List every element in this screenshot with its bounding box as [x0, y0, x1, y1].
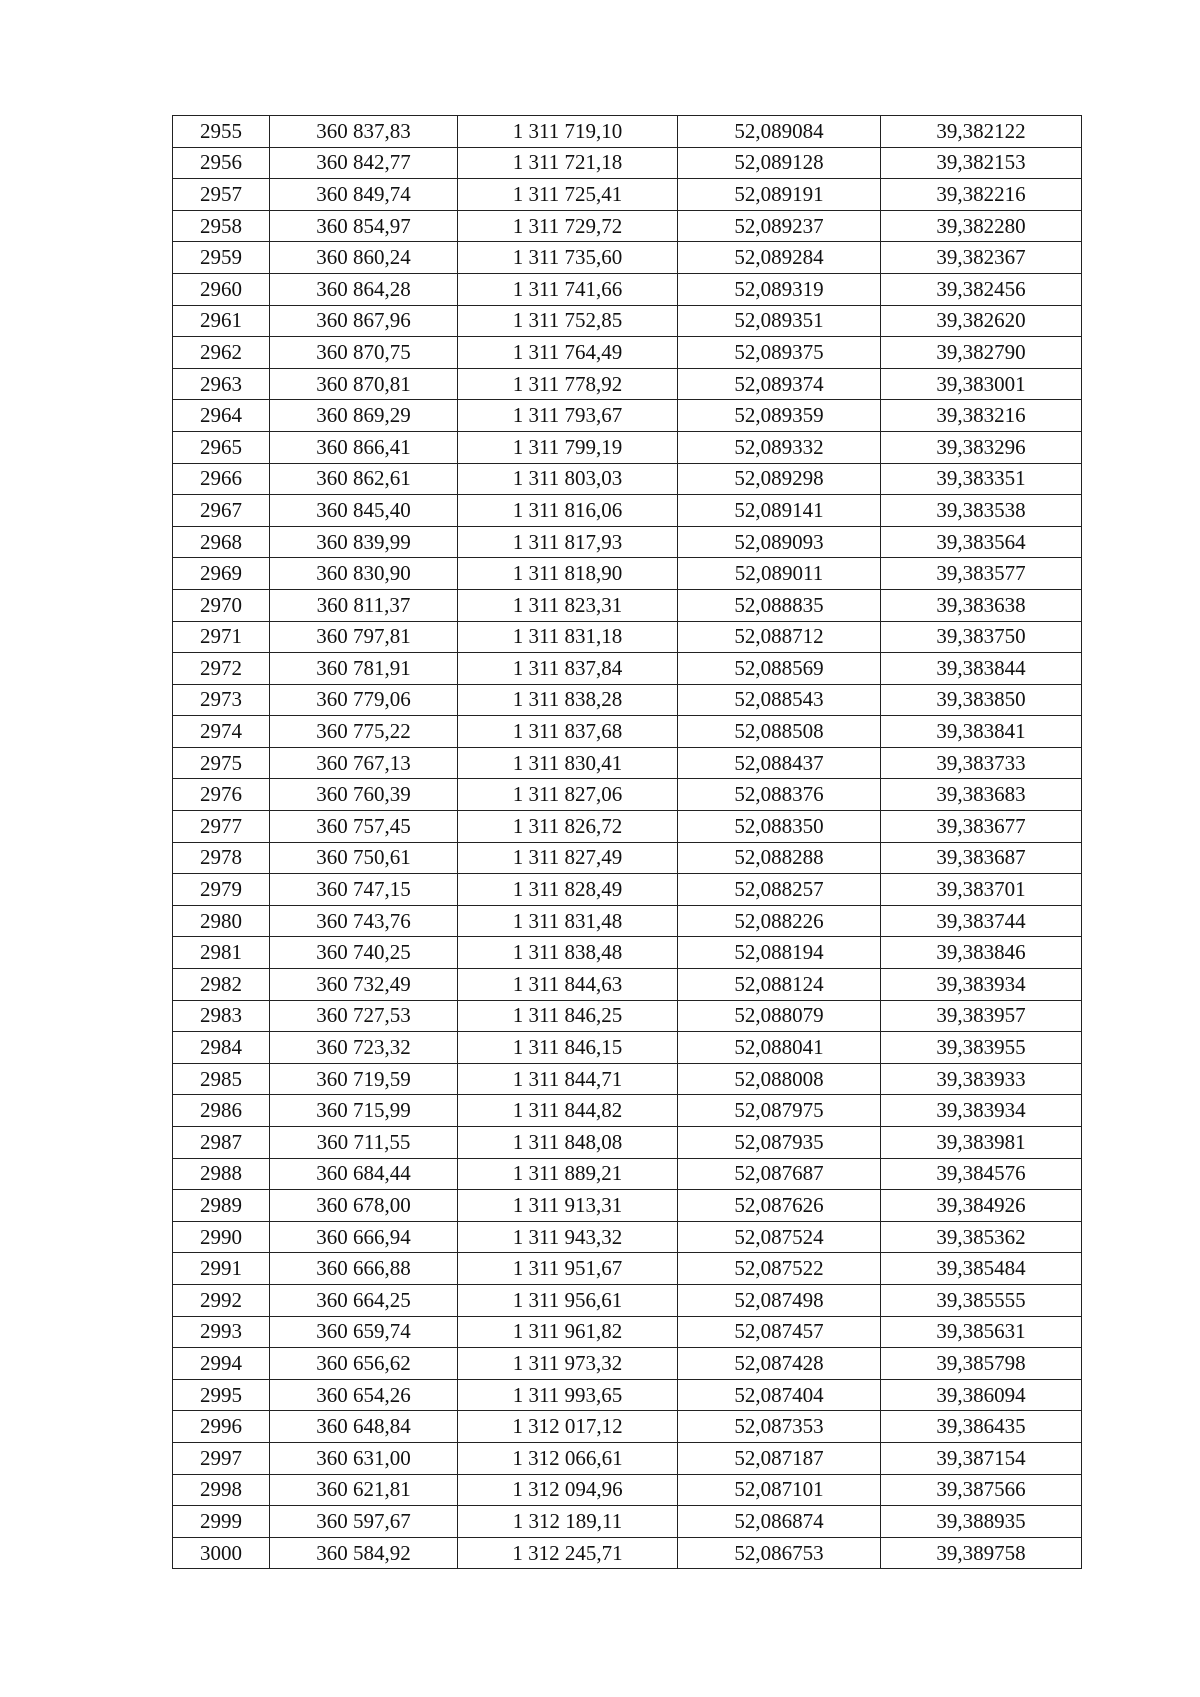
longitude-cell: 39,383934	[881, 969, 1082, 1001]
table-row	[173, 1442, 1082, 1474]
x-coordinate-cell: 360 621,81	[270, 1474, 458, 1506]
table-row	[173, 621, 1082, 653]
x-coordinate-cell: 360 864,28	[270, 273, 458, 305]
longitude-cell: 39,383750	[881, 621, 1082, 653]
y-coordinate-cell: 1 311 828,49	[458, 874, 678, 906]
y-coordinate-cell: 1 312 066,61	[458, 1442, 678, 1474]
x-coordinate-cell: 360 869,29	[270, 400, 458, 432]
longitude-cell: 39,383677	[881, 811, 1082, 843]
latitude-cell: 52,088350	[678, 811, 881, 843]
y-coordinate-cell: 1 311 827,49	[458, 842, 678, 874]
y-coordinate-cell: 1 311 778,92	[458, 368, 678, 400]
point-number-cell: 2969	[173, 558, 270, 590]
y-coordinate-cell: 1 311 816,06	[458, 495, 678, 527]
longitude-cell: 39,382456	[881, 273, 1082, 305]
table-row	[173, 242, 1082, 274]
longitude-cell: 39,382216	[881, 179, 1082, 211]
longitude-cell: 39,383564	[881, 526, 1082, 558]
y-coordinate-cell: 1 311 764,49	[458, 337, 678, 369]
point-number-cell: 2971	[173, 621, 270, 653]
table-row	[173, 779, 1082, 811]
x-coordinate-cell: 360 797,81	[270, 621, 458, 653]
x-coordinate-cell: 360 839,99	[270, 526, 458, 558]
longitude-cell: 39,383351	[881, 463, 1082, 495]
longitude-cell: 39,383841	[881, 716, 1082, 748]
x-coordinate-cell: 360 860,24	[270, 242, 458, 274]
x-coordinate-cell: 360 678,00	[270, 1190, 458, 1222]
latitude-cell: 52,088712	[678, 621, 881, 653]
latitude-cell: 52,088041	[678, 1032, 881, 1064]
longitude-cell: 39,383957	[881, 1000, 1082, 1032]
point-number-cell: 2957	[173, 179, 270, 211]
longitude-cell: 39,383934	[881, 1095, 1082, 1127]
longitude-cell: 39,384926	[881, 1190, 1082, 1222]
x-coordinate-cell: 360 779,06	[270, 684, 458, 716]
table-row	[173, 842, 1082, 874]
longitude-cell: 39,383001	[881, 368, 1082, 400]
latitude-cell: 52,087101	[678, 1474, 881, 1506]
longitude-cell: 39,386094	[881, 1379, 1082, 1411]
y-coordinate-cell: 1 311 823,31	[458, 589, 678, 621]
latitude-cell: 52,087353	[678, 1411, 881, 1443]
y-coordinate-cell: 1 311 846,25	[458, 1000, 678, 1032]
y-coordinate-cell: 1 311 827,06	[458, 779, 678, 811]
x-coordinate-cell: 360 747,15	[270, 874, 458, 906]
longitude-cell: 39,383981	[881, 1127, 1082, 1159]
latitude-cell: 52,089093	[678, 526, 881, 558]
point-number-cell: 2955	[173, 116, 270, 148]
latitude-cell: 52,089375	[678, 337, 881, 369]
latitude-cell: 52,089298	[678, 463, 881, 495]
table-row	[173, 653, 1082, 685]
latitude-cell: 52,088569	[678, 653, 881, 685]
point-number-cell: 2991	[173, 1253, 270, 1285]
point-number-cell: 2988	[173, 1158, 270, 1190]
x-coordinate-cell: 360 664,25	[270, 1284, 458, 1316]
table-row	[173, 1221, 1082, 1253]
longitude-cell: 39,383216	[881, 400, 1082, 432]
coordinates-table-body	[173, 116, 1082, 1569]
x-coordinate-cell: 360 849,74	[270, 179, 458, 211]
point-number-cell: 2984	[173, 1032, 270, 1064]
x-coordinate-cell: 360 648,84	[270, 1411, 458, 1443]
latitude-cell: 52,089332	[678, 431, 881, 463]
latitude-cell: 52,087428	[678, 1348, 881, 1380]
longitude-cell: 39,387566	[881, 1474, 1082, 1506]
longitude-cell: 39,385798	[881, 1348, 1082, 1380]
y-coordinate-cell: 1 311 837,84	[458, 653, 678, 685]
table-row	[173, 1284, 1082, 1316]
longitude-cell: 39,383850	[881, 684, 1082, 716]
latitude-cell: 52,088008	[678, 1063, 881, 1095]
point-number-cell: 2985	[173, 1063, 270, 1095]
x-coordinate-cell: 360 723,32	[270, 1032, 458, 1064]
latitude-cell: 52,088288	[678, 842, 881, 874]
longitude-cell: 39,385631	[881, 1316, 1082, 1348]
point-number-cell: 2979	[173, 874, 270, 906]
longitude-cell: 39,382122	[881, 116, 1082, 148]
table-row	[173, 1253, 1082, 1285]
x-coordinate-cell: 360 711,55	[270, 1127, 458, 1159]
latitude-cell: 52,088124	[678, 969, 881, 1001]
point-number-cell: 2994	[173, 1348, 270, 1380]
longitude-cell: 39,383296	[881, 431, 1082, 463]
y-coordinate-cell: 1 311 961,82	[458, 1316, 678, 1348]
point-number-cell: 2963	[173, 368, 270, 400]
latitude-cell: 52,088257	[678, 874, 881, 906]
point-number-cell: 2976	[173, 779, 270, 811]
latitude-cell: 52,087498	[678, 1284, 881, 1316]
table-row	[173, 526, 1082, 558]
y-coordinate-cell: 1 311 951,67	[458, 1253, 678, 1285]
point-number-cell: 2992	[173, 1284, 270, 1316]
x-coordinate-cell: 360 757,45	[270, 811, 458, 843]
x-coordinate-cell: 360 862,61	[270, 463, 458, 495]
table-row	[173, 1537, 1082, 1569]
point-number-cell: 2990	[173, 1221, 270, 1253]
latitude-cell: 52,087524	[678, 1221, 881, 1253]
y-coordinate-cell: 1 311 831,18	[458, 621, 678, 653]
x-coordinate-cell: 360 666,94	[270, 1221, 458, 1253]
point-number-cell: 2986	[173, 1095, 270, 1127]
longitude-cell: 39,386435	[881, 1411, 1082, 1443]
longitude-cell: 39,383933	[881, 1063, 1082, 1095]
longitude-cell: 39,383577	[881, 558, 1082, 590]
y-coordinate-cell: 1 311 956,61	[458, 1284, 678, 1316]
latitude-cell: 52,087975	[678, 1095, 881, 1127]
y-coordinate-cell: 1 311 838,28	[458, 684, 678, 716]
point-number-cell: 2974	[173, 716, 270, 748]
point-number-cell: 2977	[173, 811, 270, 843]
latitude-cell: 52,087404	[678, 1379, 881, 1411]
longitude-cell: 39,382367	[881, 242, 1082, 274]
y-coordinate-cell: 1 311 803,03	[458, 463, 678, 495]
latitude-cell: 52,088226	[678, 905, 881, 937]
latitude-cell: 52,088437	[678, 747, 881, 779]
latitude-cell: 52,087457	[678, 1316, 881, 1348]
latitude-cell: 52,088376	[678, 779, 881, 811]
x-coordinate-cell: 360 811,37	[270, 589, 458, 621]
longitude-cell: 39,382620	[881, 305, 1082, 337]
latitude-cell: 52,087187	[678, 1442, 881, 1474]
y-coordinate-cell: 1 311 719,10	[458, 116, 678, 148]
table-row	[173, 684, 1082, 716]
latitude-cell: 52,088835	[678, 589, 881, 621]
x-coordinate-cell: 360 732,49	[270, 969, 458, 1001]
y-coordinate-cell: 1 311 838,48	[458, 937, 678, 969]
table-row	[173, 1032, 1082, 1064]
y-coordinate-cell: 1 311 826,72	[458, 811, 678, 843]
latitude-cell: 52,088079	[678, 1000, 881, 1032]
x-coordinate-cell: 360 867,96	[270, 305, 458, 337]
y-coordinate-cell: 1 311 993,65	[458, 1379, 678, 1411]
y-coordinate-cell: 1 311 735,60	[458, 242, 678, 274]
longitude-cell: 39,383744	[881, 905, 1082, 937]
y-coordinate-cell: 1 311 848,08	[458, 1127, 678, 1159]
x-coordinate-cell: 360 656,62	[270, 1348, 458, 1380]
table-row	[173, 1474, 1082, 1506]
table-row	[173, 116, 1082, 148]
point-number-cell: 2975	[173, 747, 270, 779]
x-coordinate-cell: 360 597,67	[270, 1506, 458, 1538]
y-coordinate-cell: 1 311 837,68	[458, 716, 678, 748]
coordinates-table	[172, 115, 1082, 1569]
y-coordinate-cell: 1 311 846,15	[458, 1032, 678, 1064]
longitude-cell: 39,382153	[881, 147, 1082, 179]
table-row	[173, 811, 1082, 843]
x-coordinate-cell: 360 842,77	[270, 147, 458, 179]
table-row	[173, 147, 1082, 179]
point-number-cell: 2964	[173, 400, 270, 432]
point-number-cell: 2998	[173, 1474, 270, 1506]
y-coordinate-cell: 1 311 913,31	[458, 1190, 678, 1222]
y-coordinate-cell: 1 311 830,41	[458, 747, 678, 779]
point-number-cell: 2968	[173, 526, 270, 558]
x-coordinate-cell: 360 727,53	[270, 1000, 458, 1032]
longitude-cell: 39,383701	[881, 874, 1082, 906]
table-row	[173, 589, 1082, 621]
longitude-cell: 39,385555	[881, 1284, 1082, 1316]
x-coordinate-cell: 360 760,39	[270, 779, 458, 811]
x-coordinate-cell: 360 775,22	[270, 716, 458, 748]
table-row	[173, 558, 1082, 590]
point-number-cell: 2965	[173, 431, 270, 463]
latitude-cell: 52,089359	[678, 400, 881, 432]
longitude-cell: 39,383733	[881, 747, 1082, 779]
latitude-cell: 52,089374	[678, 368, 881, 400]
latitude-cell: 52,089191	[678, 179, 881, 211]
table-row	[173, 179, 1082, 211]
longitude-cell: 39,382280	[881, 210, 1082, 242]
y-coordinate-cell: 1 312 094,96	[458, 1474, 678, 1506]
x-coordinate-cell: 360 684,44	[270, 1158, 458, 1190]
latitude-cell: 52,089284	[678, 242, 881, 274]
latitude-cell: 52,089084	[678, 116, 881, 148]
y-coordinate-cell: 1 311 799,19	[458, 431, 678, 463]
point-number-cell: 2956	[173, 147, 270, 179]
x-coordinate-cell: 360 830,90	[270, 558, 458, 590]
latitude-cell: 52,088194	[678, 937, 881, 969]
point-number-cell: 2996	[173, 1411, 270, 1443]
longitude-cell: 39,385362	[881, 1221, 1082, 1253]
table-row	[173, 905, 1082, 937]
longitude-cell: 39,383846	[881, 937, 1082, 969]
y-coordinate-cell: 1 311 752,85	[458, 305, 678, 337]
x-coordinate-cell: 360 740,25	[270, 937, 458, 969]
x-coordinate-cell: 360 854,97	[270, 210, 458, 242]
table-row	[173, 1506, 1082, 1538]
longitude-cell: 39,384576	[881, 1158, 1082, 1190]
point-number-cell: 2972	[173, 653, 270, 685]
longitude-cell: 39,383955	[881, 1032, 1082, 1064]
table-row	[173, 1379, 1082, 1411]
table-row	[173, 1127, 1082, 1159]
table-row	[173, 716, 1082, 748]
x-coordinate-cell: 360 870,81	[270, 368, 458, 400]
y-coordinate-cell: 1 311 831,48	[458, 905, 678, 937]
x-coordinate-cell: 360 631,00	[270, 1442, 458, 1474]
table-row	[173, 1158, 1082, 1190]
latitude-cell: 52,086753	[678, 1537, 881, 1569]
y-coordinate-cell: 1 311 844,82	[458, 1095, 678, 1127]
point-number-cell: 2961	[173, 305, 270, 337]
latitude-cell: 52,086874	[678, 1506, 881, 1538]
longitude-cell: 39,383844	[881, 653, 1082, 685]
latitude-cell: 52,088543	[678, 684, 881, 716]
longitude-cell: 39,383687	[881, 842, 1082, 874]
longitude-cell: 39,383683	[881, 779, 1082, 811]
point-number-cell: 2987	[173, 1127, 270, 1159]
x-coordinate-cell: 360 750,61	[270, 842, 458, 874]
latitude-cell: 52,089141	[678, 495, 881, 527]
latitude-cell: 52,088508	[678, 716, 881, 748]
longitude-cell: 39,382790	[881, 337, 1082, 369]
x-coordinate-cell: 360 845,40	[270, 495, 458, 527]
table-row	[173, 1190, 1082, 1222]
y-coordinate-cell: 1 312 017,12	[458, 1411, 678, 1443]
y-coordinate-cell: 1 311 721,18	[458, 147, 678, 179]
longitude-cell: 39,383638	[881, 589, 1082, 621]
table-row	[173, 969, 1082, 1001]
longitude-cell: 39,389758	[881, 1537, 1082, 1569]
y-coordinate-cell: 1 311 844,71	[458, 1063, 678, 1095]
longitude-cell: 39,385484	[881, 1253, 1082, 1285]
x-coordinate-cell: 360 584,92	[270, 1537, 458, 1569]
y-coordinate-cell: 1 312 189,11	[458, 1506, 678, 1538]
table-row	[173, 1411, 1082, 1443]
x-coordinate-cell: 360 870,75	[270, 337, 458, 369]
x-coordinate-cell: 360 659,74	[270, 1316, 458, 1348]
point-number-cell: 2983	[173, 1000, 270, 1032]
table-row	[173, 210, 1082, 242]
point-number-cell: 2960	[173, 273, 270, 305]
y-coordinate-cell: 1 311 889,21	[458, 1158, 678, 1190]
table-row	[173, 368, 1082, 400]
latitude-cell: 52,089128	[678, 147, 881, 179]
y-coordinate-cell: 1 311 793,67	[458, 400, 678, 432]
point-number-cell: 2959	[173, 242, 270, 274]
table-row	[173, 1348, 1082, 1380]
longitude-cell: 39,388935	[881, 1506, 1082, 1538]
y-coordinate-cell: 1 311 844,63	[458, 969, 678, 1001]
y-coordinate-cell: 1 311 725,41	[458, 179, 678, 211]
table-row	[173, 337, 1082, 369]
point-number-cell: 2997	[173, 1442, 270, 1474]
y-coordinate-cell: 1 311 973,32	[458, 1348, 678, 1380]
table-row	[173, 400, 1082, 432]
y-coordinate-cell: 1 311 729,72	[458, 210, 678, 242]
x-coordinate-cell: 360 837,83	[270, 116, 458, 148]
point-number-cell: 2958	[173, 210, 270, 242]
latitude-cell: 52,087935	[678, 1127, 881, 1159]
point-number-cell: 2978	[173, 842, 270, 874]
point-number-cell: 2993	[173, 1316, 270, 1348]
y-coordinate-cell: 1 311 817,93	[458, 526, 678, 558]
latitude-cell: 52,089351	[678, 305, 881, 337]
point-number-cell: 2995	[173, 1379, 270, 1411]
latitude-cell: 52,089319	[678, 273, 881, 305]
table-row	[173, 305, 1082, 337]
point-number-cell: 2981	[173, 937, 270, 969]
table-row	[173, 495, 1082, 527]
x-coordinate-cell: 360 666,88	[270, 1253, 458, 1285]
point-number-cell: 3000	[173, 1537, 270, 1569]
table-row	[173, 431, 1082, 463]
point-number-cell: 2967	[173, 495, 270, 527]
latitude-cell: 52,087687	[678, 1158, 881, 1190]
table-row	[173, 1000, 1082, 1032]
y-coordinate-cell: 1 312 245,71	[458, 1537, 678, 1569]
y-coordinate-cell: 1 311 741,66	[458, 273, 678, 305]
x-coordinate-cell: 360 715,99	[270, 1095, 458, 1127]
latitude-cell: 52,087626	[678, 1190, 881, 1222]
table-row	[173, 463, 1082, 495]
table-row	[173, 1095, 1082, 1127]
table-row	[173, 874, 1082, 906]
latitude-cell: 52,089011	[678, 558, 881, 590]
x-coordinate-cell: 360 719,59	[270, 1063, 458, 1095]
point-number-cell: 2982	[173, 969, 270, 1001]
longitude-cell: 39,383538	[881, 495, 1082, 527]
y-coordinate-cell: 1 311 818,90	[458, 558, 678, 590]
table-row	[173, 1316, 1082, 1348]
x-coordinate-cell: 360 781,91	[270, 653, 458, 685]
point-number-cell: 2989	[173, 1190, 270, 1222]
y-coordinate-cell: 1 311 943,32	[458, 1221, 678, 1253]
point-number-cell: 2962	[173, 337, 270, 369]
point-number-cell: 2980	[173, 905, 270, 937]
point-number-cell: 2966	[173, 463, 270, 495]
table-row	[173, 937, 1082, 969]
point-number-cell: 2973	[173, 684, 270, 716]
x-coordinate-cell: 360 743,76	[270, 905, 458, 937]
longitude-cell: 39,387154	[881, 1442, 1082, 1474]
x-coordinate-cell: 360 767,13	[270, 747, 458, 779]
latitude-cell: 52,087522	[678, 1253, 881, 1285]
point-number-cell: 2970	[173, 589, 270, 621]
latitude-cell: 52,089237	[678, 210, 881, 242]
table-row	[173, 747, 1082, 779]
x-coordinate-cell: 360 866,41	[270, 431, 458, 463]
point-number-cell: 2999	[173, 1506, 270, 1538]
x-coordinate-cell: 360 654,26	[270, 1379, 458, 1411]
table-row	[173, 1063, 1082, 1095]
table-row	[173, 273, 1082, 305]
